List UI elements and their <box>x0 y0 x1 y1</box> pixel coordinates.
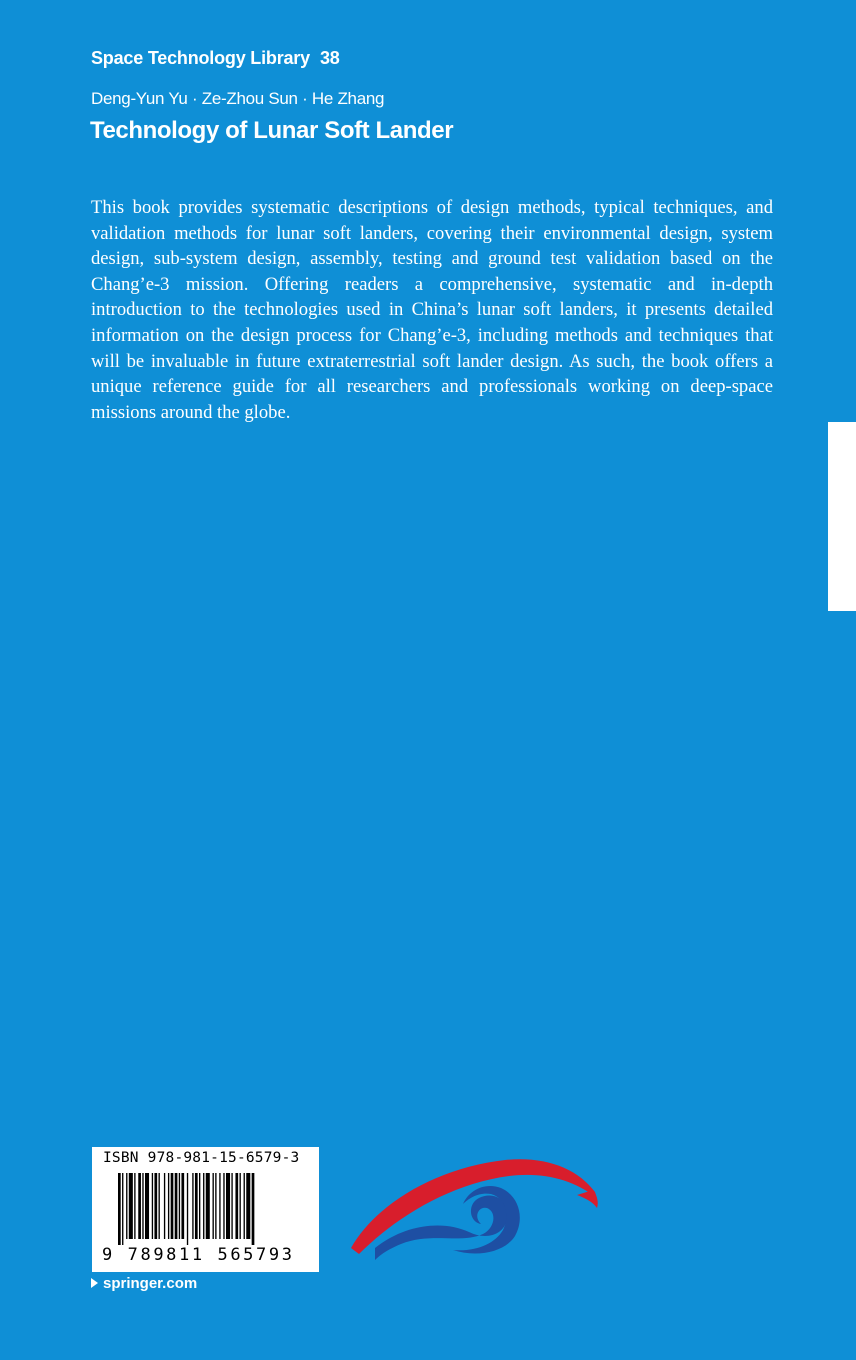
chang-e-program-logo-icon <box>345 1150 605 1280</box>
publisher-link[interactable] <box>91 1275 197 1292</box>
book-title: Technology of Lunar Soft Lander <box>90 117 454 144</box>
barcode-icon <box>118 1173 298 1245</box>
isbn-label: ISBN 978-981-15-6579-3 <box>103 1150 300 1166</box>
book-description: This book provides systematic descriptions of design methods, typical techniques, and validation methods for lunar soft landers, covering their environmental design, system design, sub-system design, assembly, testing and ground test validation based on the Chang’e-3 mission. Offering readers a comprehensive, systematic and in-depth introduction to the technologies used in China’s lunar soft landers, it presents detailed information on the design process for Chang’e-3, including methods and techniques that will be invaluable in future extraterrestrial soft lander design. As such, the book offers a unique reference guide for all researchers and professionals working on deep-space missions around the globe. <box>91 197 773 423</box>
series-title <box>91 48 340 69</box>
publisher-website: springer.com <box>103 1275 198 1292</box>
series-name: Space Technology Library <box>91 48 310 68</box>
series-number: 38 <box>319 48 340 68</box>
spine-tab <box>828 422 856 611</box>
arrow-right-icon <box>91 1278 98 1288</box>
authors: Deng-Yun Yu · Ze-Zhou Sun · He Zhang <box>91 89 385 108</box>
barcode-panel <box>92 1147 319 1272</box>
barcode-digits: 9 789811 565793 <box>102 1245 295 1265</box>
